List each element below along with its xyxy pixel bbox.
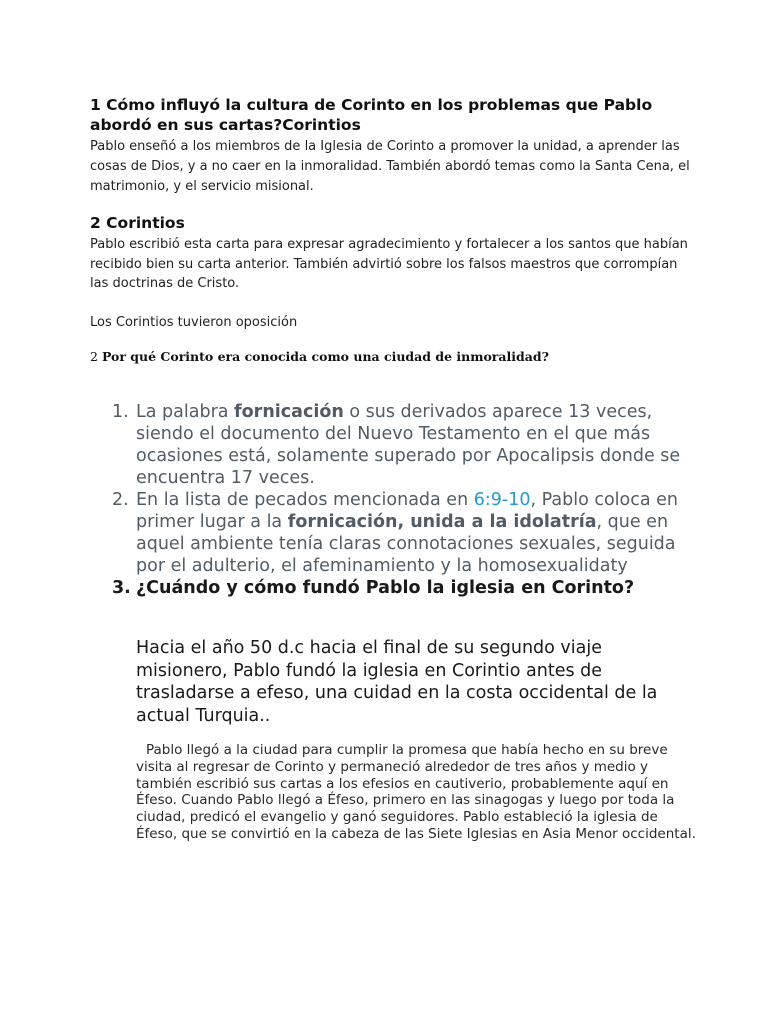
list-item-2: [110, 489, 690, 577]
ordered-list: [110, 401, 690, 599]
list-item-2-bold: fornicación, unida a la idolatría: [287, 512, 597, 532]
list-marker-1: 1.: [112, 402, 129, 422]
list-marker-3: 3.: [112, 578, 131, 598]
section2-body: Pablo escribió esta carta para expresar agradecimiento y fortalecer a los santos que habían recibido bien su carta anterior. También advirtió sobre los falsos maestros que corrompían las doctrinas de Cristo.: [90, 237, 688, 291]
section2-heading: 2 Corintios: [90, 214, 185, 232]
list-item-3-text: ¿Cuándo y cómo fundó Pablo la iglesia en Corinto?: [136, 578, 635, 598]
closing-paragraph: Pablo llegó a la ciudad para cumplir la promesa que había hecho en su breve visita al regresar de Corinto y permaneció alrededor de tres años y medio y también escribió sus cartas a los efesios en cautiverio, probablemente aquí en Éfeso. Cuando Pablo llegó a Éfeso, primero en las sinagogas y luego por toda la ciudad, predicó el evangelio y ganó seguidores. Pablo estableció la iglesia de Éfeso, que se convirtió en la cabeza de las Siete Iglesias en Asia Menor occidental.: [136, 742, 696, 842]
list-item-2-post: , que en aquel ambiente tenía claras connotaciones sexuales, seguida por el adulterio, el afeminamiento y la homosexualidaty: [136, 512, 676, 576]
list-item-2-mid: , Pablo coloca en primer lugar a la: [136, 490, 679, 532]
list-item-1-pre: La palabra: [136, 402, 235, 422]
question2-number: 2: [90, 349, 98, 364]
question2-text: Por qué Corinto era conocida como una ciudad de inmoralidad?: [101, 349, 549, 364]
scripture-link[interactable]: 6:9-10: [473, 490, 531, 510]
list-item-1-bold: fornicación: [234, 402, 344, 422]
question2: [90, 348, 549, 366]
list-item-2-pre: En la lista de pecados mencionada en: [136, 490, 474, 510]
list-item-1-post: o sus derivados aparece 13 veces, siendo el documento del Nuevo Testamento en el que más ocasiones está, solamente superado por Apocalipsis donde se encuentra 17 veces.: [136, 402, 681, 488]
list-marker-2: 2.: [112, 490, 129, 510]
answer-text: Hacia el año 50 d.c hacia el final de su segundo viaje misionero, Pablo fundó la iglesia en Corintio antes de trasladarse a efeso, una cuidad en la costa occidental de la actual Turquia..: [136, 638, 658, 726]
list-item-3: [110, 577, 690, 599]
section2-note: Los Corintios tuvieron oposición: [90, 315, 298, 330]
section1-body: Pablo enseñó a los miembros de la Iglesia de Corinto a promover la unidad, a aprender las cosas de Dios, y a no caer en la inmoralidad. También abordó temas como la Santa Cena, el matrimonio, y el servicio misional.: [90, 139, 690, 194]
section1-heading: 1 Cómo influyó la cultura de Corinto en los problemas que Pablo abordó en sus cartas?Corintios: [90, 96, 653, 134]
list-item-1: [110, 401, 690, 489]
